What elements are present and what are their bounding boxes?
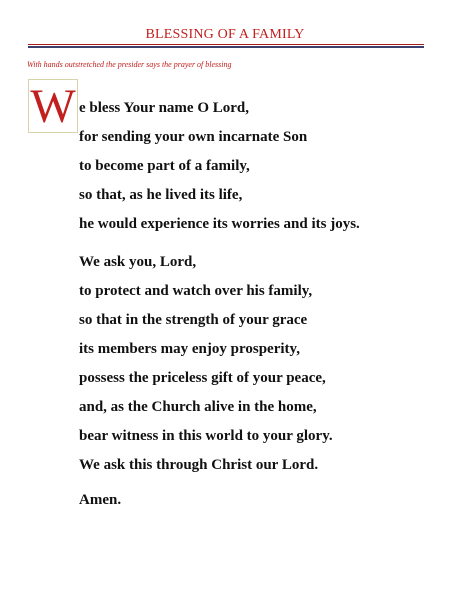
title-rule-thin <box>28 44 424 45</box>
prayer-line: he would experience its worries and its joys. <box>79 216 360 232</box>
page-title: BLESSING OF A FAMILY <box>145 27 305 42</box>
prayer-line: for sending your own incarnate Son <box>79 129 308 145</box>
prayer-line: its members may enjoy prosperity, <box>79 341 300 357</box>
prayer-line: We ask this through Christ our Lord. <box>79 457 319 473</box>
prayer-line: and, as the Church alive in the home, <box>79 399 317 415</box>
prayer-line: so that, as he lived its life, <box>79 187 243 203</box>
prayer-line: possess the priceless gift of your peace, <box>79 370 326 386</box>
stanza-1 <box>79 99 360 244</box>
drop-cap-letter: W <box>30 80 76 133</box>
title-rule-thick <box>28 46 424 48</box>
stanza-2 <box>79 253 333 485</box>
prayer-line: to protect and watch over his family, <box>79 283 313 299</box>
prayer-line: bear witness in this world to your glory. <box>79 428 333 444</box>
rubric-instruction: With hands outstretched the presider says the prayer of blessing <box>27 60 232 69</box>
prayer-line: so that in the strength of your grace <box>79 312 308 328</box>
prayer-line: e bless Your name O Lord, <box>79 100 250 116</box>
drop-cap-box <box>28 79 78 133</box>
prayer-line: to become part of a family, <box>79 158 250 174</box>
prayer-line: We ask you, Lord, <box>79 254 197 270</box>
amen: Amen. <box>79 492 122 508</box>
